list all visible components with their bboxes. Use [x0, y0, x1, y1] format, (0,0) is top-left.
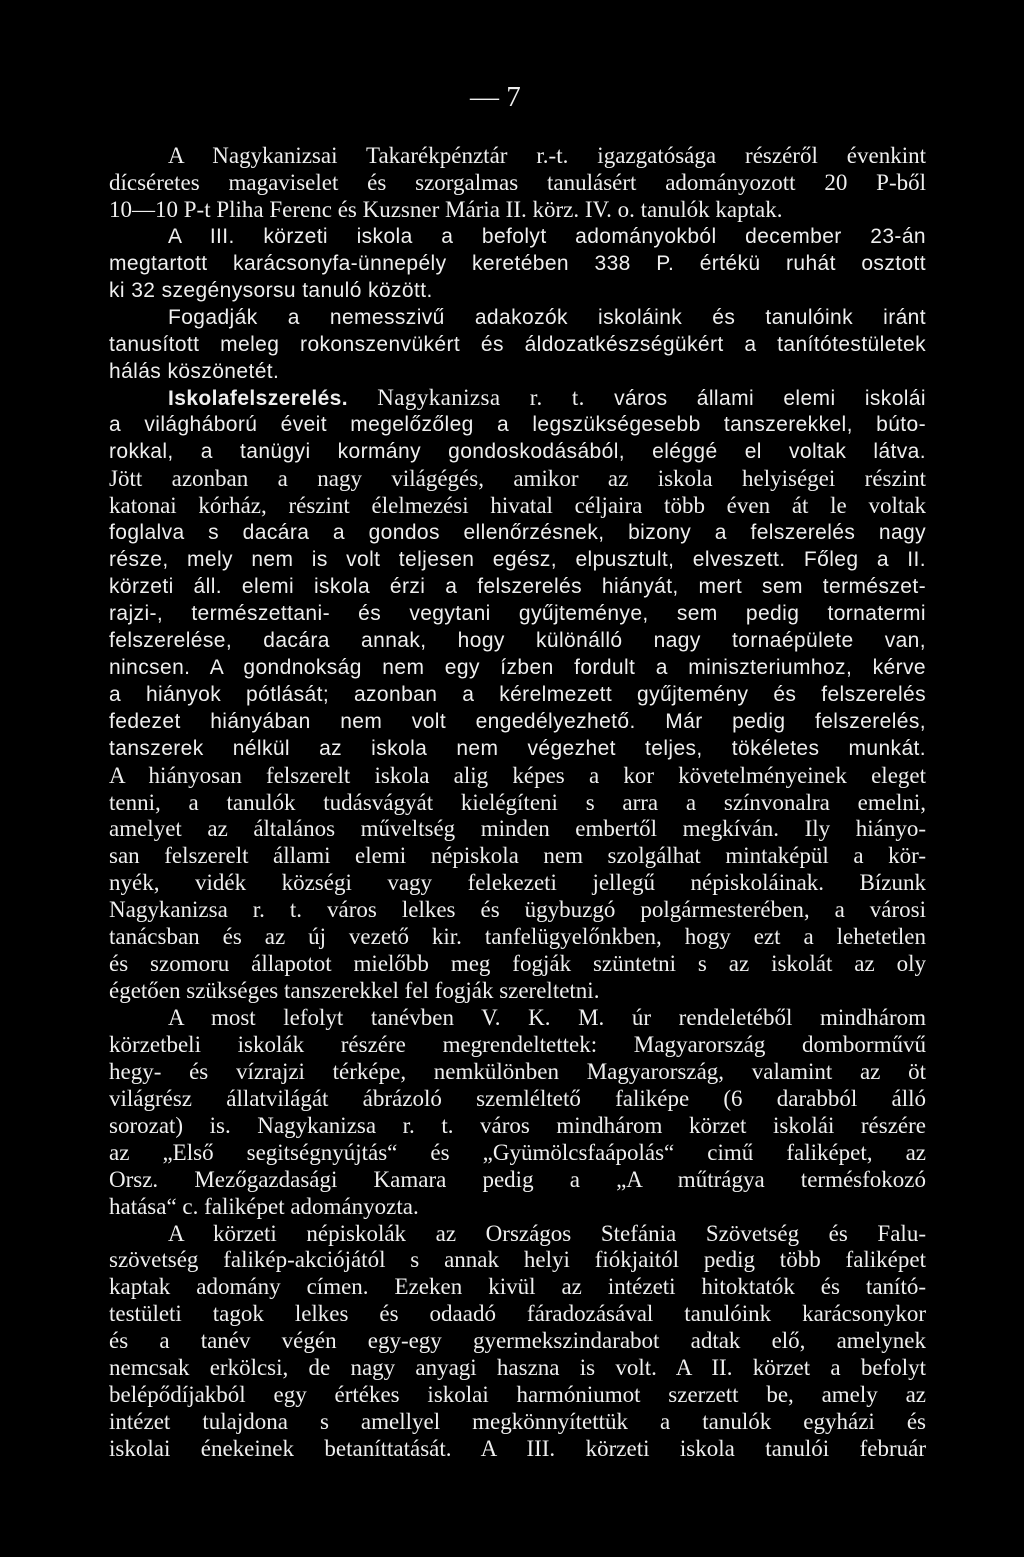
text-line: [109, 1328, 926, 1355]
line-text: 10—10 P-t Pliha Ferenc és Kuzsner Mária II. körz. IV. o. tanulók kaptak.: [109, 196, 783, 222]
line-text: körzetbeli iskolák részére megrendeltettek: Magyarország domborművű: [109, 1031, 926, 1057]
text-line: [109, 197, 926, 224]
line-text: rajzi-, természettani- és vegytani gyűjteménye, sem pedig tornatermi: [109, 601, 926, 625]
line-text: nyék, vidék községi vagy felekezeti jellegű népiskoláinak. Bízunk: [109, 870, 926, 896]
text-line: [109, 897, 926, 924]
text-line: [109, 601, 926, 628]
line-text: iskolai énekeinek betaníttatását. A III. körzeti iskola tanulói február: [109, 1436, 926, 1461]
text-line: [109, 816, 926, 843]
line-text: és szomoru állapotot mielőbb meg fogják szüntetni s az iskolát az oly: [109, 951, 926, 977]
text-line: [109, 951, 926, 978]
line-text: a világháború éveit megelőzőleg a legszükségesebb tanszerekkel, búto-: [109, 413, 926, 437]
line-text: égetően szükséges tanszerekkel fel fogják szereltetni.: [109, 978, 600, 1004]
text-line: [109, 547, 926, 574]
line-text: nincsen. A gondnokság nem egy ízben fordult a miniszteriumhoz, kérve: [109, 655, 926, 679]
text-line: [109, 359, 926, 386]
text-line: [109, 682, 926, 709]
text-line: [109, 332, 926, 359]
text-line: [109, 1247, 926, 1274]
line-text: Fogadják a nemesszivű adakozók iskoláink és tanulóink iránt: [168, 305, 926, 329]
text-line: [109, 1059, 926, 1086]
line-text: amelyet az általános műveltség minden embertől megkíván. Ily hiányo-: [109, 816, 926, 842]
line-text: A hiányosan felszerelt iskola alig képes a kor követelményeinek eleget: [109, 762, 926, 788]
line-text: és a tanév végén egy-egy gyermekszindarabot adtak elő, amelynek: [109, 1328, 926, 1354]
text-line: [109, 1194, 926, 1221]
line-text: Nagykanizsa r. t.: [377, 385, 585, 411]
text-line: [109, 1113, 926, 1140]
text-line: [109, 655, 926, 682]
text-line: [109, 978, 926, 1005]
text-line: [109, 1382, 926, 1409]
line-text: a hiányok pótlását; azonban a kérelmezett gyűjtemény és felszerelés: [109, 682, 926, 706]
text-line: [109, 466, 926, 493]
text-line: [109, 1005, 926, 1032]
text-line: [109, 224, 926, 251]
text-line: [109, 1140, 926, 1167]
line-text: belépődíjakból egy értékes iskolai harmóniumot szerzett be, amely az: [109, 1382, 926, 1408]
line-text: az „Első segitségnyújtás“ és „Gyümölcsfaápolás“ cimű faliképet, az: [109, 1139, 926, 1165]
line-text: A Nagykanizsai Takarékpénztár r.-t. igazgatósága részéről évenkint: [168, 143, 926, 168]
line-text: A körzeti népiskolák az Országos Stefánia Szövetség és Falu-: [168, 1220, 926, 1246]
text-line: [109, 870, 926, 897]
text-line: [109, 520, 926, 547]
text-line: [109, 251, 926, 278]
line-text: része, mely nem is volt teljesen egész, elpusztult, elveszett. Főleg a II.: [109, 548, 926, 572]
line-text: tanszerek nélkül az iskola nem végezhet teljes, tökéletes munkát.: [109, 736, 926, 760]
line-text: rokkal, a tanügyi kormány gondoskodásából, eléggé el voltak látva.: [109, 440, 926, 464]
line-text: világrész állatvilágát ábrázoló szemléltető faliképe (6 darabból álló: [109, 1085, 926, 1111]
line-text: felszerelése, dacára annak, hogy különálló nagy tornaépülete van,: [109, 628, 926, 652]
line-text: A III. körzeti iskola a befolyt adományokból december 23-án: [168, 224, 926, 248]
line-text: dícséretes magaviselet és szorgalmas tanulásért adományozott 20 P-ből: [109, 169, 926, 195]
line-text: Jött azonban a nagy világégés, amikor az iskola helyiségei részint: [109, 466, 926, 492]
page-number: — 7: [470, 81, 521, 113]
line-text: testületi tagok lelkes és odaadó fáradozásával tanulóink karácsonykor: [109, 1301, 926, 1327]
text-line: [109, 1032, 926, 1059]
line-text: kaptak adomány címen. Ezeken kivül az intézeti hitoktatók és tanító-: [109, 1274, 926, 1300]
text-line: [109, 924, 926, 951]
text-line: [109, 1409, 926, 1436]
text-line: [109, 1436, 926, 1463]
line-text: Nagykanizsa r. t. város lelkes és ügybuzgó polgármesterében, a városi: [109, 897, 926, 923]
body-text: [109, 143, 926, 1463]
line-text: hatása“ c. faliképet adományozta.: [109, 1193, 419, 1219]
text-line: [109, 1355, 926, 1382]
text-line: [109, 1167, 926, 1194]
text-line: [109, 1086, 926, 1113]
line-text: szövetség falikép-akciójától s annak helyi fiókjaitól pedig több faliképet: [109, 1247, 926, 1273]
text-line: [109, 790, 926, 817]
text-line: [109, 385, 926, 412]
line-text: város állami elemi iskolái: [614, 387, 926, 411]
text-line: [109, 628, 926, 655]
line-text: megtartott karácsonyfa-ünnepély keretében 338 P. értékü ruhát osztott: [109, 251, 926, 275]
line-text: katonai kórház, részint élelmezési hivatal céljaira több éven át le voltak: [109, 493, 926, 519]
text-line: [109, 412, 926, 439]
line-text: foglalva s dacára a gondos ellenőrzésnek, bizony a felszerelés nagy: [109, 521, 926, 545]
line-text: tanusított meleg rokonszenvükért és áldozatkészségükért a tanítótestületek: [109, 332, 926, 356]
text-line: [109, 1301, 926, 1328]
line-text: nemcsak erkölcsi, de nagy anyagi haszna is volt. A II. körzet a befolyt: [109, 1355, 926, 1381]
line-text: ki 32 szegénysorsu tanuló között.: [109, 278, 433, 302]
text-line: [109, 1221, 926, 1248]
line-text: körzeti áll. elemi iskola érzi a felszerelés hiányát, mert sem természet-: [109, 575, 926, 598]
text-line: [109, 763, 926, 790]
line-text: Orsz. Mezőgazdasági Kamara pedig a „A műtrágya termésfokozó: [109, 1166, 926, 1192]
text-line: [109, 843, 926, 870]
text-line: [109, 278, 926, 305]
text-line: [109, 439, 926, 466]
text-line: [109, 305, 926, 332]
line-text: fedezet hiányában nem volt engedélyezhető. Már pedig felszerelés,: [109, 709, 926, 733]
line-text: intézet tulajdona s amellyel megkönnyítettük a tanulók egyházi és: [109, 1409, 926, 1435]
line-text: hálás köszönetét.: [109, 359, 280, 383]
text-line: [109, 170, 926, 197]
line-text: hegy- és vízrajzi térképe, nemkülönben Magyarország, valamint az öt: [109, 1058, 926, 1084]
text-line: [109, 736, 926, 763]
line-text: A most lefolyt tanévben V. K. M. úr rendeletéből mindhárom: [168, 1005, 926, 1030]
text-line: [109, 574, 926, 601]
text-line: [109, 493, 926, 520]
text-line: [109, 1274, 926, 1301]
text-line: [109, 143, 926, 170]
line-text: tanácsban és az új vezető kir. tanfelügyelőnkben, hogy ezt a lehetetlen: [109, 924, 926, 950]
line-text: san felszerelt állami elemi népiskola nem szolgálhat mintaképül a kör-: [109, 843, 926, 869]
section-heading: Iskolafelszerelés.: [168, 387, 348, 411]
text-line: [109, 709, 926, 736]
line-text: sorozat) is. Nagykanizsa r. t. város mindhárom körzet iskolái részére: [109, 1112, 926, 1138]
line-text: tenni, a tanulók tudásvágyát kielégíteni s arra a színvonalra emelni,: [109, 789, 926, 815]
